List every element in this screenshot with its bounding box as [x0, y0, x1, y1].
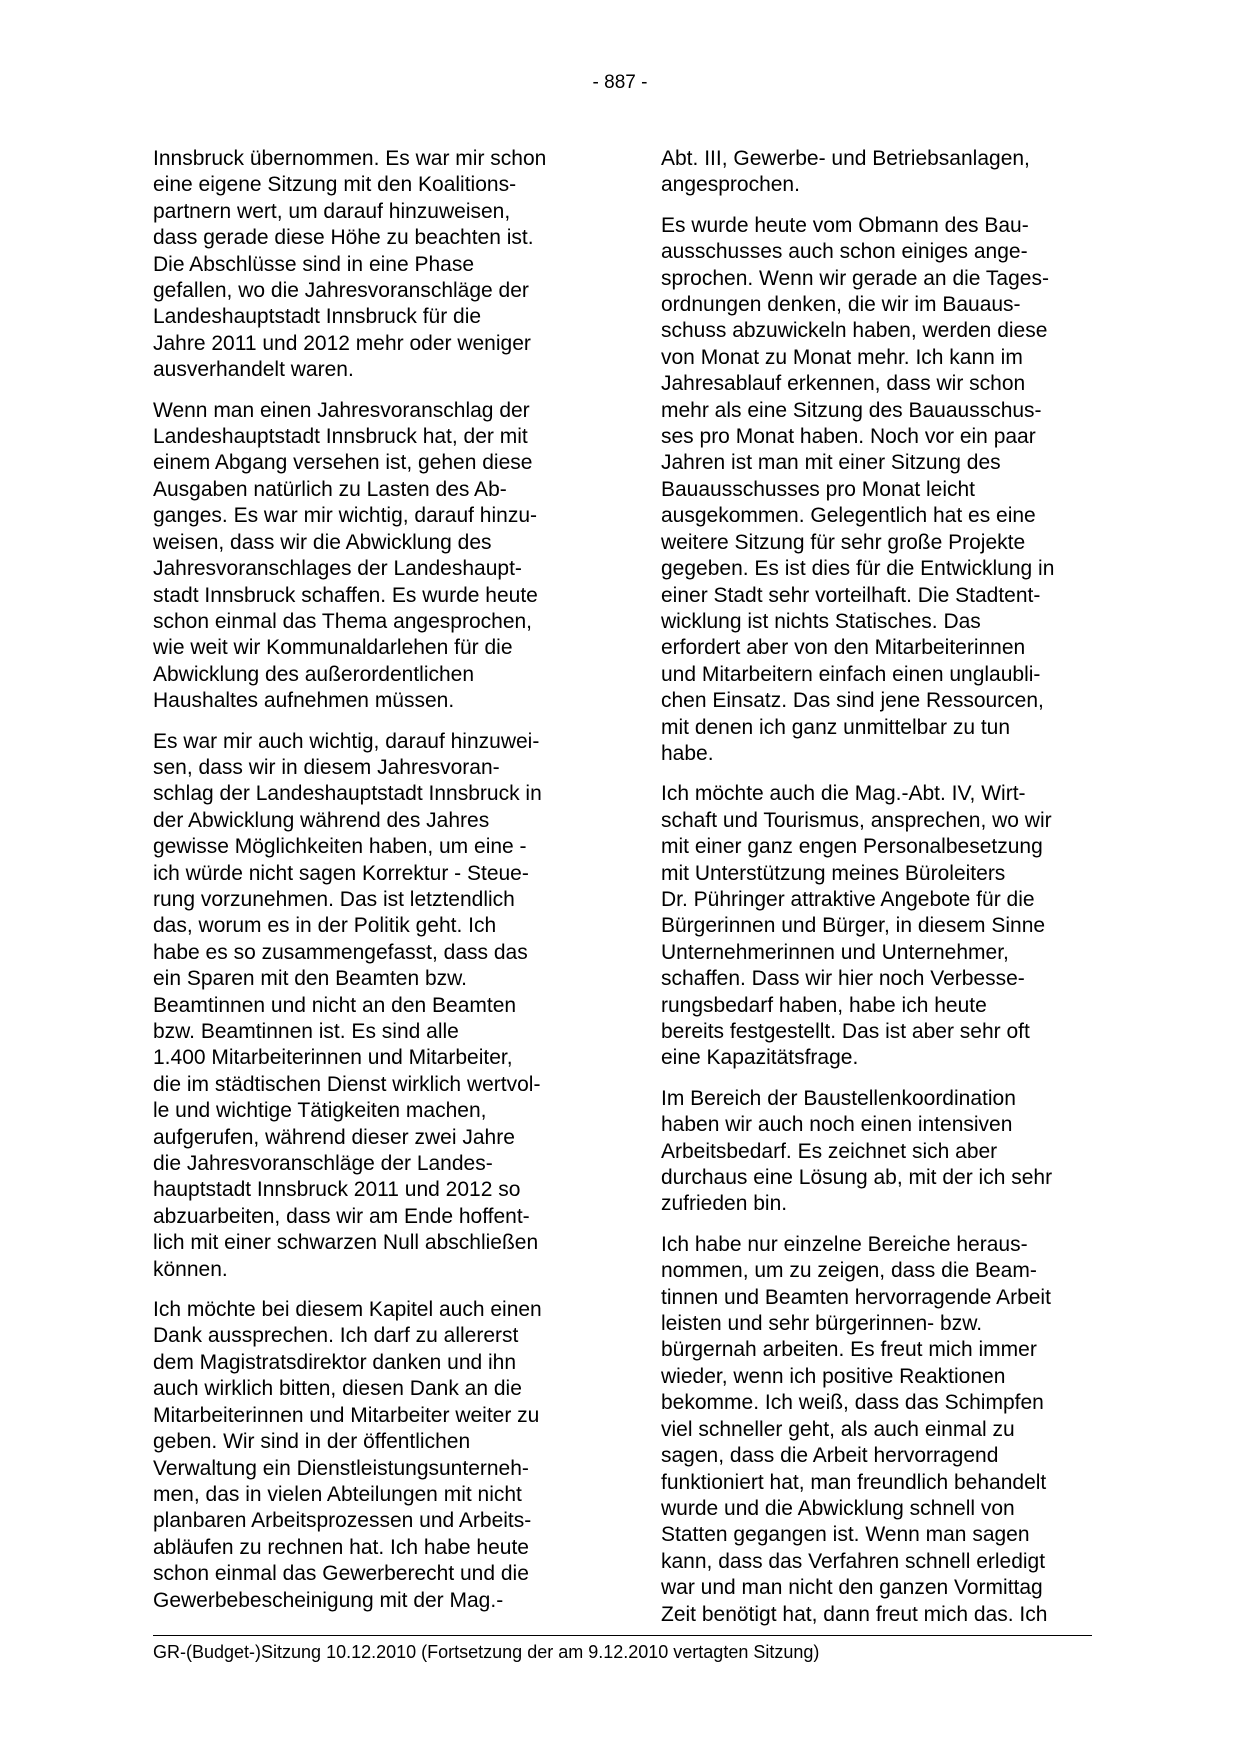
text-line: weitere Sitzung für sehr große Projekte	[661, 530, 1026, 554]
text-line: nommen, um zu zeigen, dass die Beam-	[661, 1259, 1037, 1283]
paragraph	[153, 1297, 593, 1614]
text-line: le und wichtige Tätigkeiten machen,	[153, 1099, 487, 1123]
text-line: Mitarbeiterinnen und Mitarbeiter weiter zu	[153, 1403, 540, 1427]
text-line: mit denen ich ganz unmittelbar zu tun	[661, 715, 1011, 739]
text-line: die Jahresvoranschläge der Landes-	[153, 1152, 493, 1176]
text-line: Jahresablauf erkennen, dass wir schon	[661, 372, 1026, 396]
text-line: sen, dass wir in diesem Jahresvoran-	[153, 755, 500, 779]
text-line: mit Unterstützung meines Büroleiters	[661, 861, 1006, 885]
paragraph	[661, 781, 1101, 1071]
text-line: partnern wert, um darauf hinzuweisen,	[153, 199, 511, 223]
text-line: gewisse Möglichkeiten haben, um eine -	[153, 835, 527, 859]
text-line: lich mit einer schwarzen Null abschließen	[153, 1231, 539, 1255]
text-line: 1.400 Mitarbeiterinnen und Mitarbeiter,	[153, 1046, 513, 1070]
text-line: dass gerade diese Höhe zu beachten ist.	[153, 226, 534, 250]
text-line: weisen, dass wir die Abwicklung des	[153, 530, 492, 554]
text-line: ich würde nicht sagen Korrektur - Steue-	[153, 861, 529, 885]
text-line: Ich möchte bei diesem Kapitel auch einen	[153, 1298, 542, 1322]
text-line: Bürgerinnen und Bürger, in diesem Sinne	[661, 914, 1046, 938]
text-line: Dank aussprechen. Ich darf zu allererst	[153, 1324, 519, 1348]
text-line: eine Kapazitätsfrage.	[661, 1046, 859, 1070]
paragraph	[153, 729, 593, 1284]
text-line: auch wirklich bitten, diesen Dank an die	[153, 1377, 522, 1401]
text-line: angesprochen.	[661, 173, 800, 197]
text-line: mit einer ganz engen Personalbesetzung	[661, 835, 1043, 859]
text-line: Unternehmerinnen und Unternehmer,	[661, 940, 1009, 964]
text-line: rungsbedarf haben, habe ich heute	[661, 993, 987, 1017]
text-line: rung vorzunehmen. Das ist letztendlich	[153, 887, 515, 911]
paragraph	[661, 1232, 1101, 1628]
text-line: Ich habe nur einzelne Bereiche heraus-	[661, 1232, 1028, 1256]
text-line: Jahresvoranschlages der Landeshaupt-	[153, 557, 522, 581]
text-line: leisten und sehr bürgerinnen- bzw.	[661, 1312, 983, 1336]
text-line: geben. Wir sind in der öffentlichen	[153, 1430, 471, 1454]
text-line: und Mitarbeitern einfach einen unglaubli-	[661, 662, 1041, 686]
text-line: ganges. Es war mir wichtig, darauf hinzu-	[153, 504, 537, 528]
text-line: Im Bereich der Baustellenkoordination	[661, 1086, 1016, 1110]
left-column	[153, 146, 593, 1628]
text-line: planbaren Arbeitsprozessen und Arbeits-	[153, 1509, 532, 1533]
text-line: Jahre 2011 und 2012 mehr oder weniger	[153, 331, 531, 355]
paragraph	[661, 1086, 1101, 1218]
text-line: Ich möchte auch die Mag.-Abt. IV, Wirt-	[661, 782, 1026, 806]
text-line: wie weit wir Kommunaldarlehen für die	[153, 636, 513, 660]
text-line: abzuarbeiten, dass wir am Ende hoffent-	[153, 1204, 530, 1228]
text-line: schon einmal das Gewerberecht und die	[153, 1562, 529, 1586]
text-line: hauptstadt Innsbruck 2011 und 2012 so	[153, 1178, 521, 1202]
text-line: Jahren ist man mit einer Sitzung des	[661, 451, 1001, 475]
text-line: chen Einsatz. Das sind jene Ressourcen,	[661, 689, 1044, 713]
text-line: Beamtinnen und nicht an den Beamten	[153, 993, 517, 1017]
text-line: Dr. Pühringer attraktive Angebote für die	[661, 887, 1035, 911]
text-line: Es war mir auch wichtig, darauf hinzuwei-	[153, 729, 540, 753]
right-column	[661, 146, 1101, 1642]
paragraph	[153, 146, 593, 384]
text-line: abläufen zu rechnen hat. Ich habe heute	[153, 1535, 529, 1559]
text-line: tinnen und Beamten hervorragende Arbeit	[661, 1285, 1051, 1309]
text-line: men, das in vielen Abteilungen mit nicht	[153, 1482, 522, 1506]
text-line: Verwaltung ein Dienstleistungsunterneh-	[153, 1456, 529, 1480]
text-line: Es wurde heute vom Obmann des Bau-	[661, 213, 1029, 237]
text-line: wurde und die Abwicklung schnell von	[661, 1496, 1015, 1520]
text-line: ordnungen denken, die wir im Bauaus-	[661, 293, 1021, 317]
text-line: einer Stadt sehr vorteilhaft. Die Stadtent-	[661, 583, 1041, 607]
text-line: Bauausschusses pro Monat leicht	[661, 477, 976, 501]
text-line: Zeit benötigt hat, dann freut mich das. Ich	[661, 1602, 1048, 1626]
text-line: wicklung ist nichts Statisches. Das	[661, 609, 981, 633]
text-line: das, worum es in der Politik geht. Ich	[153, 914, 497, 938]
text-line: kann, dass das Verfahren schnell erledigt	[661, 1549, 1046, 1573]
text-line: Haushaltes aufnehmen müssen.	[153, 689, 455, 713]
text-line: habe.	[661, 741, 714, 765]
text-line: erfordert aber von den Mitarbeiterinnen	[661, 636, 1026, 660]
text-line: schaft und Tourismus, ansprechen, wo wir	[661, 808, 1052, 832]
text-line: durchaus eine Lösung ab, mit der ich sehr	[661, 1166, 1053, 1190]
text-line: Wenn man einen Jahresvoranschlag der	[153, 398, 530, 422]
text-line: bürgernah arbeiten. Es freut mich immer	[661, 1338, 1037, 1362]
text-line: der Abwicklung während des Jahres	[153, 808, 490, 832]
text-line: ausschusses auch schon einiges ange-	[661, 240, 1028, 264]
text-line: viel schneller geht, als auch einmal zu	[661, 1417, 1015, 1441]
text-line: ses pro Monat haben. Noch vor ein paar	[661, 425, 1036, 449]
footer-session-info: GR-(Budget-)Sitzung 10.12.2010 (Fortsetzung der am 9.12.2010 vertagten Sitzung)	[153, 1642, 820, 1662]
footer-divider	[153, 1635, 1092, 1636]
text-line: ein Sparen mit den Beamten bzw.	[153, 967, 468, 991]
text-line: Abt. III, Gewerbe- und Betriebsanlagen,	[661, 147, 1030, 170]
text-line: schuss abzuwickeln haben, werden diese	[661, 319, 1048, 343]
text-line: eine eigene Sitzung mit den Koalitions-	[153, 173, 517, 197]
text-line: sagen, dass die Arbeit hervorragend	[661, 1444, 999, 1468]
text-line: Die Abschlüsse sind in eine Phase	[153, 252, 475, 276]
text-line: ausgekommen. Gelegentlich hat es eine	[661, 504, 1036, 528]
text-line: Abwicklung des außerordentlichen	[153, 662, 475, 686]
text-line: mehr als eine Sitzung des Bauausschus-	[661, 398, 1042, 422]
text-line: stadt Innsbruck schaffen. Es wurde heute	[153, 583, 538, 607]
text-line: schaffen. Dass wir hier noch Verbesse-	[661, 967, 1025, 991]
text-line: bekomme. Ich weiß, dass das Schimpfen	[661, 1391, 1044, 1415]
text-line: sprochen. Wenn wir gerade an die Tages-	[661, 266, 1049, 290]
text-line: wieder, wenn ich positive Reaktionen	[661, 1364, 1006, 1388]
paragraph	[661, 213, 1101, 768]
text-line: gefallen, wo die Jahresvoranschläge der	[153, 279, 529, 303]
text-line: bereits festgestellt. Das ist aber sehr oft	[661, 1020, 1030, 1043]
text-line: zufrieden bin.	[661, 1192, 788, 1216]
text-line: schlag der Landeshauptstadt Innsbruck in	[153, 782, 542, 806]
paragraph	[153, 398, 593, 715]
text-line: gegeben. Es ist dies für die Entwicklung in	[661, 557, 1055, 581]
text-line: schon einmal das Thema angesprochen,	[153, 609, 533, 633]
text-line: Innsbruck übernommen. Es war mir schon	[153, 147, 547, 170]
text-line: einem Abgang versehen ist, gehen diese	[153, 451, 533, 475]
text-line: bzw. Beamtinnen ist. Es sind alle	[153, 1020, 459, 1043]
text-line: die im städtischen Dienst wirklich wertvol-	[153, 1072, 541, 1096]
paragraph	[661, 146, 1101, 199]
text-line: können.	[153, 1257, 228, 1281]
page-number: - 887 -	[592, 72, 648, 93]
text-line: Ausgaben natürlich zu Lasten des Ab-	[153, 477, 507, 501]
text-line: Gewerbebescheinigung mit der Mag.-	[153, 1588, 504, 1612]
text-line: Landeshauptstadt Innsbruck hat, der mit	[153, 425, 528, 449]
text-line: von Monat zu Monat mehr. Ich kann im	[661, 345, 1023, 369]
text-line: Arbeitsbedarf. Es zeichnet sich aber	[661, 1139, 998, 1163]
text-line: dem Magistratsdirektor danken und ihn	[153, 1350, 517, 1374]
text-line: funktioniert hat, man freundlich behandelt	[661, 1470, 1047, 1494]
text-line: ausverhandelt waren.	[153, 358, 354, 382]
text-line: Statten gegangen ist. Wenn man sagen	[661, 1523, 1030, 1547]
text-line: war und man nicht den ganzen Vormittag	[661, 1576, 1043, 1600]
text-line: habe es so zusammengefasst, dass das	[153, 940, 528, 964]
text-line: aufgerufen, während dieser zwei Jahre	[153, 1125, 515, 1149]
text-line: Landeshauptstadt Innsbruck für die	[153, 305, 482, 329]
text-line: haben wir auch noch einen intensiven	[661, 1113, 1013, 1137]
